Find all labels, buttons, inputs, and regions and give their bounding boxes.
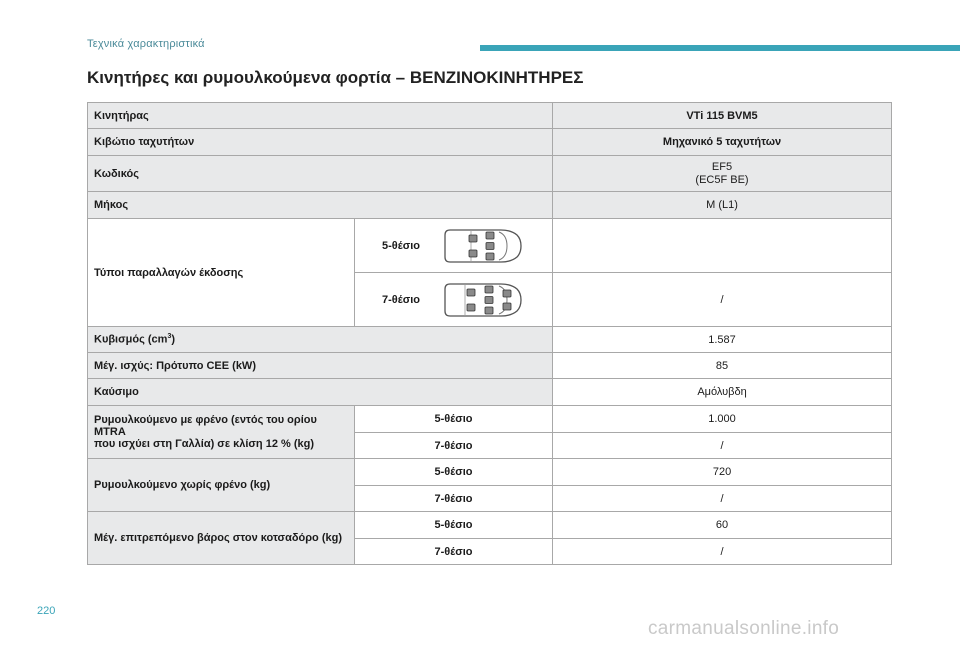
unbraked-load-label: Ρυμουλκούμενο χωρίς φρένο (kg) xyxy=(88,459,355,512)
table-row xyxy=(88,406,892,433)
page-title: Κινητήρες και ρυμουλκούμενα φορτία – ΒΕΝΖΙΝΟΚΙΝΗΤΗΡΕΣ xyxy=(87,68,584,87)
version-7-seat-cell xyxy=(355,273,553,327)
displacement-label: Κυβισμός $(cm^3)$ xyxy=(88,327,553,353)
code-value-line1: EF5 xyxy=(711,160,733,173)
engine-label: Κινητήρας xyxy=(88,103,553,129)
van-5-seat-icon xyxy=(441,227,523,265)
unbraked-load-7-seat-label: 7-θέσιο xyxy=(355,486,553,512)
table-row xyxy=(88,512,892,539)
version-5-seat-label: 5-θέσιο xyxy=(382,239,420,252)
table-row xyxy=(88,219,892,273)
version-7-seat-value: / xyxy=(553,273,892,327)
length-label: Μήκος xyxy=(88,192,553,219)
header-accent-bar xyxy=(480,45,960,51)
unbraked-load-7-seat-value: / xyxy=(553,486,892,512)
version-types-label: Τύποι παραλλαγών έκδοσης xyxy=(88,219,355,327)
towbar-weight-label: Μέγ. επιτρεπόμενο βάρος στον κοτσαδόρο (kg) xyxy=(88,512,355,565)
engine-value: VTi 115 BVM5 xyxy=(553,103,892,129)
braked-load-5-seat-label: 5-θέσιο xyxy=(355,406,553,433)
code-value xyxy=(553,156,892,192)
table-row xyxy=(88,459,892,486)
table-row xyxy=(88,192,892,219)
code-value-line2: (EC5F BE) xyxy=(695,173,749,186)
length-value: M (L1) xyxy=(553,192,892,219)
unbraked-load-5-seat-value: 720 xyxy=(553,459,892,486)
watermark: carmanualsonline.info xyxy=(648,618,840,639)
table-row xyxy=(88,156,892,192)
fuel-label: Καύσιμο xyxy=(88,379,553,406)
table-row xyxy=(88,129,892,156)
gearbox-label: Κιβώτιο ταχυτήτων xyxy=(88,129,553,156)
version-5-seat-value xyxy=(553,219,892,273)
towbar-weight-5-seat-label: 5-θέσιο xyxy=(355,512,553,539)
fuel-value: Αμόλυβδη xyxy=(553,379,892,406)
van-7-seat-icon xyxy=(441,281,523,319)
towbar-weight-5-seat-value: 60 xyxy=(553,512,892,539)
page-number: 220 xyxy=(37,605,56,617)
unbraked-load-5-seat-label: 5-θέσιο xyxy=(355,459,553,486)
braked-load-7-seat-value: / xyxy=(553,433,892,459)
table-row xyxy=(88,379,892,406)
braked-load-5-seat-value: 1.000 xyxy=(553,406,892,433)
gearbox-value: Μηχανικό 5 ταχυτήτων xyxy=(553,129,892,156)
braked-load-label: Ρυμουλκούμενο με φρένο (εντός του ορίου MTRA που ισχύει στη Γαλλία) σε κλίση 12 % (kg) xyxy=(88,406,355,459)
max-power-label: Μέγ. ισχύς: Πρότυπο CEE (kW) xyxy=(88,353,553,379)
section-header: Τεχνικά χαρακτηριστικά xyxy=(87,38,205,50)
table-row xyxy=(88,353,892,379)
towbar-weight-7-seat-label: 7-θέσιο xyxy=(355,539,553,565)
towbar-weight-7-seat-value: / xyxy=(553,539,892,565)
version-7-seat-label: 7-θέσιο xyxy=(382,293,420,306)
table-row xyxy=(88,327,892,353)
code-label: Κωδικός xyxy=(88,156,553,192)
engine-spec-table xyxy=(87,102,892,565)
version-5-seat-cell xyxy=(355,219,553,273)
displacement-value: 1.587 xyxy=(553,327,892,353)
table-row xyxy=(88,103,892,129)
braked-load-7-seat-label: 7-θέσιο xyxy=(355,433,553,459)
max-power-value: 85 xyxy=(553,353,892,379)
